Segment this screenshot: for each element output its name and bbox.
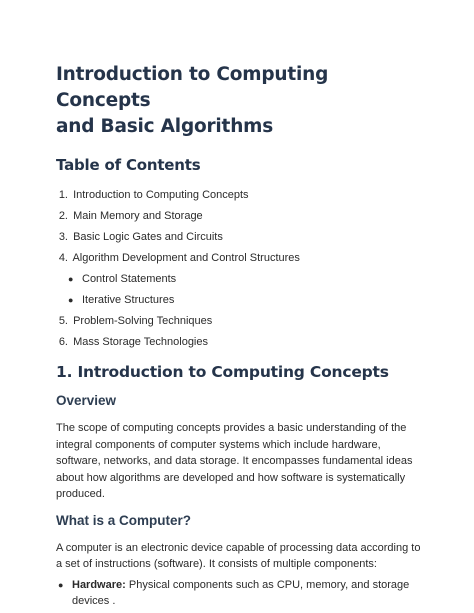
document-page (56, 62, 428, 610)
toc-item-label: Basic Logic Gates and Circuits (73, 231, 223, 243)
bullet-icon: ● (58, 579, 64, 590)
toc-item-label: Mass Storage Technologies (73, 336, 208, 348)
toc-subitem-label: Iterative Structures (82, 294, 175, 306)
toc-item-label: Main Memory and Storage (73, 210, 203, 222)
toc-item (56, 332, 428, 353)
toc-item-number: 6. (58, 336, 68, 348)
computer-paragraph: A computer is an electronic device capable of processing data according to a set of instructions (software). It consists of multiple components: (56, 541, 421, 570)
section-heading: 1. Introduction to Computing Concepts (56, 363, 389, 381)
bullet-icon: ● (68, 274, 74, 284)
toc-item (56, 311, 428, 332)
document-title (56, 62, 428, 140)
toc-item-label: Problem-Solving Techniques (73, 315, 213, 327)
toc-item-number: 3. (58, 231, 68, 243)
toc-subitem (56, 269, 428, 290)
document-title-line-1: Introduction to Computing Concepts (56, 64, 329, 111)
toc-item-number: 5. (58, 315, 68, 327)
toc-subitem-label: Control Statements (82, 273, 177, 285)
overview-paragraph: The scope of computing concepts provides a basic understanding of the integral components of computer systems which include hardware, software, networks, and data storage. It encompasses fundamental ideas about how algorithms are developed and how software is systematically produced. (56, 422, 413, 500)
toc-item-number: 2. (58, 210, 68, 222)
toc-item (56, 185, 428, 206)
bullet-icon: ● (68, 295, 74, 305)
component-list (56, 577, 428, 610)
toc-item-label: Introduction to Computing Concepts (73, 189, 249, 201)
list-item (56, 577, 428, 610)
component-term: Hardware: (72, 578, 126, 591)
toc-item (56, 206, 428, 227)
document-title-line-2: and Basic Algorithms (56, 116, 274, 137)
toc-item-label: Algorithm Development and Control Structures (72, 252, 300, 264)
toc-subitem (56, 290, 428, 311)
toc-item (56, 248, 428, 269)
toc-heading: Table of Contents (56, 156, 201, 174)
overview-heading: Overview (56, 393, 117, 408)
toc-item (56, 227, 428, 248)
table-of-contents (56, 185, 428, 353)
computer-heading: What is a Computer? (56, 512, 192, 528)
toc-item-number: 4. (58, 252, 68, 264)
component-description: Physical components such as CPU, memory, and storage devices . (72, 578, 410, 607)
toc-item-number: 1. (58, 189, 68, 201)
